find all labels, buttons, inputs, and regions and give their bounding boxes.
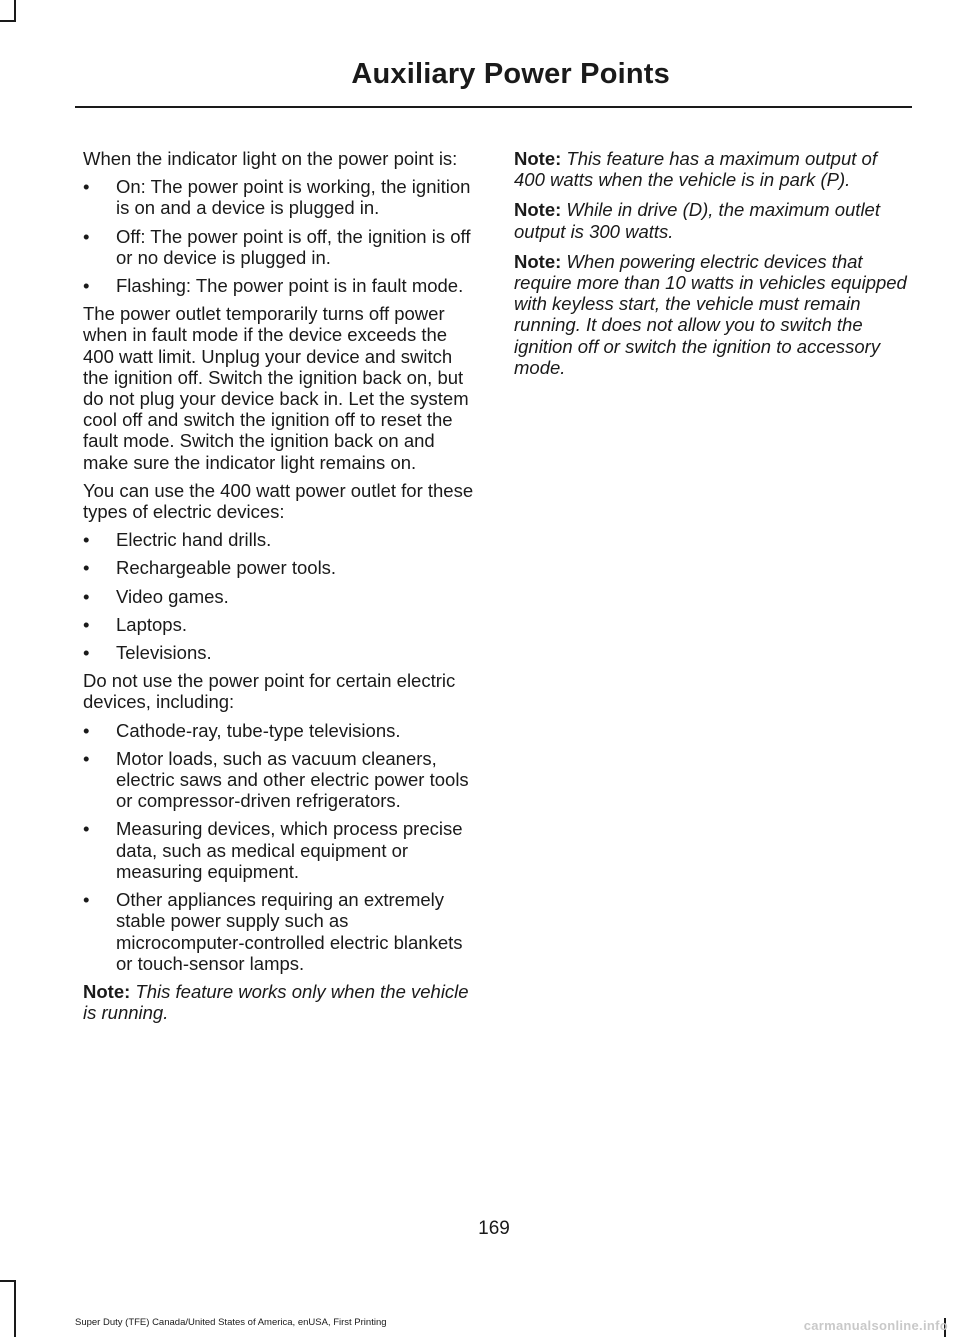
watermark: carmanualsonline.info: [803, 1318, 948, 1333]
note-label: Note:: [83, 980, 131, 1002]
note-text: This feature works only when the vehicle is running.: [83, 980, 469, 1024]
note-text: While in drive (D), the maximum outlet output is 300 watts.: [514, 199, 880, 242]
not-usable-devices-list: [83, 720, 478, 974]
note-label: Note:: [514, 148, 562, 169]
crop-mark: [14, 0, 16, 22]
crop-mark: [0, 20, 16, 22]
bullet-icon: •: [83, 557, 90, 579]
crop-mark: [14, 1280, 16, 1337]
note-text: When powering electric devices that require more than 10 watts in vehicles equipped with keyless start, the vehicle must remain running. It does not allow you to switch the ignition off or switch the ignition to accessory mode.: [514, 250, 907, 378]
note-drive-output: [514, 199, 909, 241]
bullet-icon: •: [83, 642, 90, 664]
note-keyless-start: [514, 251, 909, 378]
bullet-icon: •: [83, 889, 90, 911]
right-column: [514, 148, 909, 387]
page-number: 169: [478, 1218, 510, 1239]
usable-devices-list: [83, 529, 478, 663]
list-item: • Other appliances requiring an extremely stable power supply such as microcomputer-controlled electric blankets or touch-sensor lamps.: [83, 889, 463, 974]
indicator-states-list: [83, 176, 478, 296]
note-text: This feature has a maximum output of 400 watts when the vehicle is in park (P).: [514, 148, 877, 191]
list-item: • Off: The power point is off, the ignition is off or no device is plugged in.: [83, 225, 471, 268]
bullet-icon: •: [83, 275, 90, 297]
list-item: • Measuring devices, which process precise data, such as medical equipment or measuring equipment.: [83, 818, 463, 882]
list-item: • Laptops.: [83, 613, 187, 635]
list-item: • Cathode-ray, tube-type televisions.: [83, 719, 401, 741]
not-usable-devices-intro: Do not use the power point for certain electric devices, including:: [83, 670, 456, 713]
note-running: [83, 981, 478, 1023]
bullet-icon: •: [83, 585, 90, 607]
list-item: • Video games.: [83, 585, 229, 607]
note-max-output: [514, 148, 909, 190]
list-item: • Flashing: The power point is in fault mode.: [83, 275, 464, 297]
left-column: [83, 148, 478, 1032]
usable-devices-intro: You can use the 400 watt power outlet for these types of electric devices:: [83, 479, 474, 523]
bullet-icon: •: [83, 529, 90, 551]
bullet-icon: •: [83, 719, 90, 741]
fault-mode-paragraph: The power outlet temporarily turns off power when in fault mode if the device exceeds the 400 watt limit. Unplug your device and switch the ignition off. Switch the ignition back on, but do not plug your device back in. Let the system cool off and switch the ignition off to reset the fault mode. Switch the ignition back on and make sure the indicator light remains on.: [83, 303, 469, 473]
list-item: • Rechargeable power tools.: [83, 557, 337, 579]
bullet-icon: •: [83, 747, 90, 769]
note-label: Note:: [514, 250, 562, 272]
bullet-icon: •: [83, 176, 90, 198]
footer-edition: Super Duty (TFE) Canada/United States of America, enUSA, First Printing: [75, 1317, 387, 1328]
header-divider: [75, 106, 912, 108]
bullet-icon: •: [83, 225, 90, 247]
indicator-intro: When the indicator light on the power point is:: [83, 148, 458, 169]
note-label: Note:: [514, 199, 562, 221]
crop-mark: [0, 1280, 16, 1282]
bullet-icon: •: [83, 818, 90, 840]
list-item: • Televisions.: [83, 642, 212, 664]
bullet-icon: •: [83, 613, 90, 635]
page-title: Auxiliary Power Points: [351, 58, 670, 90]
list-item: • On: The power point is working, the ignition is on and a device is plugged in.: [83, 176, 471, 219]
list-item: • Electric hand drills.: [83, 529, 272, 551]
list-item: • Motor loads, such as vacuum cleaners, electric saws and other electric power tools or compressor-driven refrigerators.: [83, 747, 469, 812]
